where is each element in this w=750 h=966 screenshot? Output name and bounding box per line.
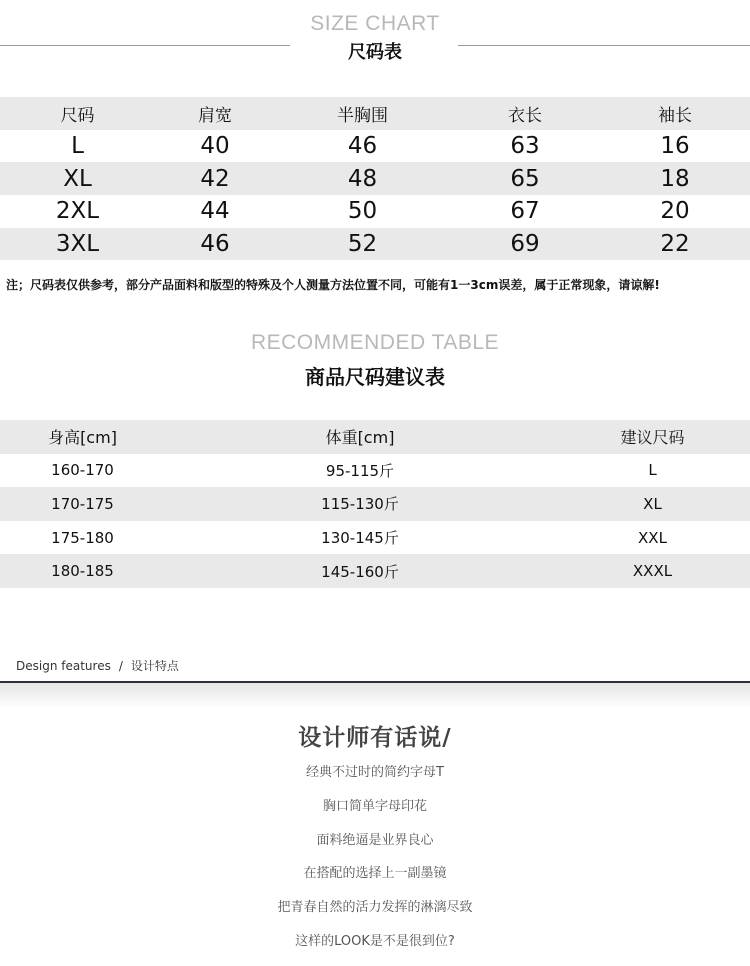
cell-size: 3XL — [55, 231, 100, 258]
table-row — [0, 454, 750, 488]
cell-height: 170-175 — [51, 494, 114, 513]
cell-shoulder: 46 — [200, 231, 230, 258]
cell-length: 65 — [510, 165, 540, 192]
cell-suggested-size: XL — [643, 494, 662, 513]
designer-notes — [0, 763, 750, 966]
size-disclaimer-note: 注；尺码表仅供参考，部分产品面料和版型的特殊及个人测量方法位置不同，可能有1一3cm误差，属于正常现象，请谅解! — [6, 278, 660, 292]
cell-half-chest: 46 — [347, 133, 378, 160]
header-length: 衣长 — [508, 105, 542, 126]
cell-sleeve: 18 — [660, 165, 690, 192]
designer-note-line: 胸口简单字母印花 — [322, 798, 427, 814]
design-features-separator: / — [118, 659, 123, 673]
recommended-title-cn: 商品尺码建议表 — [305, 365, 445, 389]
table-row — [0, 162, 750, 195]
designer-says-title: 设计师有话说/ — [298, 725, 452, 751]
cell-sleeve: 20 — [660, 198, 690, 225]
cell-size: 2XL — [55, 198, 100, 225]
designer-note-line: 经典不过时的简约字母T — [306, 765, 444, 780]
table-row — [0, 195, 750, 228]
cell-size: L — [71, 133, 84, 160]
size-chart-title-cn: 尺码表 — [348, 42, 402, 63]
cell-shoulder: 44 — [200, 198, 230, 225]
cell-suggested-size: XXXL — [632, 562, 673, 581]
designer-note-line: 在搭配的选择上一副墨镜 — [303, 866, 447, 882]
cell-weight: 130-145斤 — [321, 529, 399, 548]
cell-suggested-size: XXL — [638, 528, 667, 547]
header-shoulder: 肩宽 — [198, 105, 232, 126]
cell-weight: 95-115斤 — [325, 461, 395, 480]
cell-half-chest: 52 — [347, 231, 378, 258]
recommended-size-table — [0, 420, 750, 588]
header-half-chest: 半胸围 — [337, 105, 388, 126]
cell-sleeve: 22 — [660, 231, 690, 258]
cell-height: 180-185 — [51, 562, 114, 581]
design-features-label-cn: 设计特点 — [130, 659, 179, 673]
cell-half-chest: 50 — [347, 198, 378, 225]
cell-half-chest: 48 — [347, 165, 378, 192]
table-row — [0, 130, 750, 163]
cell-sleeve: 16 — [660, 133, 690, 160]
header-size: 尺码 — [60, 105, 95, 126]
header-weight: 体重[cm] — [325, 428, 395, 448]
cell-suggested-size: L — [648, 461, 657, 480]
header-sleeve: 袖长 — [658, 105, 692, 126]
recommended-title-en: RECOMMENDED TABLE — [250, 331, 500, 354]
cell-length: 63 — [510, 133, 540, 160]
header-suggested-size: 建议尺码 — [620, 428, 685, 448]
header-height: 身高[cm] — [48, 428, 117, 448]
recommended-header-row — [0, 420, 750, 454]
cell-shoulder: 40 — [200, 133, 230, 160]
cell-length: 69 — [510, 231, 540, 258]
size-chart-title-en: SIZE CHART — [310, 12, 440, 35]
cell-weight: 145-160斤 — [321, 562, 399, 581]
designer-note-line: 把青春自然的活力发挥的淋漓尽致 — [277, 900, 473, 916]
table-row — [0, 554, 750, 588]
cell-height: 175-180 — [51, 528, 114, 547]
cell-weight: 115-130斤 — [321, 495, 399, 514]
table-row — [0, 487, 750, 521]
design-features-label — [16, 657, 179, 674]
section-shadow — [0, 683, 750, 709]
cell-height: 160-170 — [51, 461, 114, 480]
designer-note-line: 这样的LOOK是不是很到位? — [295, 933, 455, 949]
table-row — [0, 228, 750, 261]
design-features-label-en: Design features — [16, 659, 111, 673]
cell-length: 67 — [510, 198, 540, 225]
designer-note-line: 面料绝逼是业界良心 — [316, 832, 434, 848]
size-chart-header-row — [0, 97, 750, 130]
cell-size: XL — [63, 165, 92, 192]
size-chart-table — [0, 97, 750, 260]
cell-shoulder: 42 — [200, 165, 230, 192]
table-row — [0, 521, 750, 555]
